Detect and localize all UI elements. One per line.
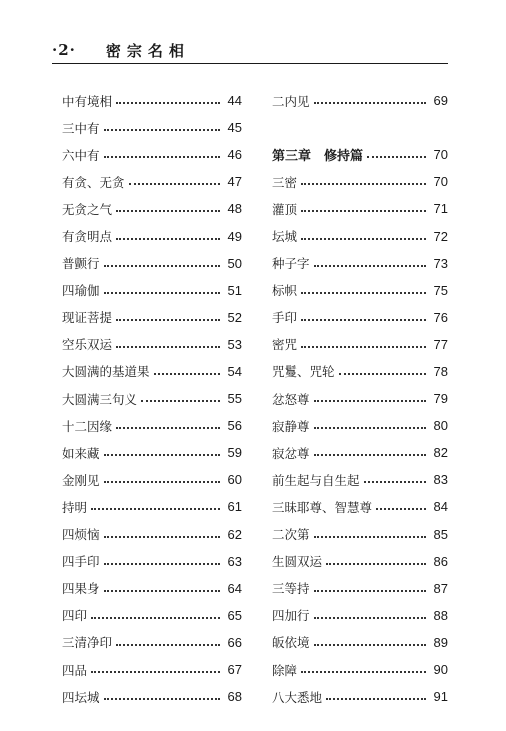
toc-entry-page: 76 <box>433 309 448 325</box>
toc-entry-page: 86 <box>433 553 448 569</box>
toc-entry-page: 45 <box>227 120 242 136</box>
toc-dot-leader <box>376 507 426 510</box>
toc-entry <box>272 358 448 385</box>
toc-entry-label: 有贪、无贪 <box>62 174 125 190</box>
toc-entry-label: 如来藏 <box>62 445 100 461</box>
toc-entry-label: 四手印 <box>62 554 100 570</box>
toc-entry-label: 四加行 <box>272 608 310 624</box>
toc-entry <box>62 250 242 277</box>
toc-entry <box>62 304 242 331</box>
toc-dot-leader <box>314 589 426 592</box>
toc-entry-label: 四印 <box>62 608 88 624</box>
toc-entry-label: 金刚见 <box>62 472 100 488</box>
toc-entry-label: 三密 <box>272 174 298 190</box>
toc-dot-leader <box>104 291 220 294</box>
toc-entry-label: 四品 <box>62 662 88 678</box>
toc-right-column <box>272 87 448 710</box>
toc-entry-page: 59 <box>227 445 242 461</box>
toc-entry <box>62 358 242 385</box>
toc-entry <box>62 683 242 710</box>
toc-entry-label: 普颤行 <box>62 256 100 272</box>
toc-dot-leader <box>364 480 426 483</box>
toc-dot-leader <box>91 670 220 673</box>
toc-entry <box>62 385 242 412</box>
toc-entry <box>62 195 242 222</box>
toc-entry-page: 72 <box>433 228 448 244</box>
toc-entry-label: 大圆满的基道果 <box>62 364 150 380</box>
toc-entry <box>272 277 448 304</box>
toc-entry-page: 91 <box>433 689 448 705</box>
toc-dot-leader <box>116 318 220 321</box>
toc-entry <box>272 575 448 602</box>
toc-entry-page: 51 <box>227 282 242 298</box>
toc-entry-page: 85 <box>433 526 448 542</box>
toc-dot-leader <box>104 697 220 700</box>
toc-entry-label: 灌顶 <box>272 201 298 217</box>
toc-entry-page: 83 <box>433 472 448 488</box>
toc-entry-page: 88 <box>433 607 448 623</box>
toc-entry <box>62 521 242 548</box>
toc-entry <box>272 304 448 331</box>
toc-entry <box>62 222 242 249</box>
toc-entry-label: 忿怒尊 <box>272 391 310 407</box>
toc-entry <box>272 548 448 575</box>
toc-dot-leader <box>104 535 220 538</box>
toc-dot-leader <box>367 155 426 158</box>
toc-dot-leader <box>116 209 220 212</box>
toc-entry-label: 空乐双运 <box>62 337 113 353</box>
toc-dot-leader <box>116 643 220 646</box>
toc-entry-label: 除障 <box>272 662 298 678</box>
toc-entry-page: 70 <box>433 174 448 190</box>
toc-dot-leader <box>314 399 426 402</box>
toc-dot-leader <box>301 345 426 348</box>
toc-entry-label: 咒鬘、咒轮 <box>272 364 335 380</box>
toc-entry-label: 三中有 <box>62 120 100 136</box>
toc-dot-leader <box>301 291 426 294</box>
toc-entry <box>62 141 242 168</box>
toc-dot-leader <box>104 589 220 592</box>
toc-entry-label: 生圆双运 <box>272 554 323 570</box>
toc-dot-leader <box>116 237 220 240</box>
toc-entry <box>62 548 242 575</box>
header-rule <box>52 63 448 64</box>
toc-entry-page: 68 <box>227 689 242 705</box>
toc-entry-page: 44 <box>227 93 242 109</box>
toc-entry-page: 70 <box>433 147 448 163</box>
toc-entry-label: 密咒 <box>272 337 298 353</box>
toc-entry <box>272 493 448 520</box>
toc-dot-leader <box>314 426 426 429</box>
toc-entry <box>62 439 242 466</box>
toc-entry <box>62 575 242 602</box>
toc-entry <box>62 466 242 493</box>
toc-dot-leader <box>91 616 220 619</box>
toc-entry <box>62 277 242 304</box>
toc-dot-leader <box>104 128 220 131</box>
toc-entry-page: 89 <box>433 634 448 650</box>
toc-entry <box>272 656 448 683</box>
toc-dot-leader <box>301 209 426 212</box>
toc-entry-label: 三昧耶尊、智慧尊 <box>272 499 373 515</box>
toc-entry-label: 有贪明点 <box>62 229 113 245</box>
toc-entry-page: 56 <box>227 418 242 434</box>
toc-entry-label: 第三章 修持篇 <box>272 149 364 165</box>
toc-entry-label: 二次第 <box>272 527 310 543</box>
header-book-title: 密宗名相 <box>105 41 190 60</box>
toc-entry <box>272 168 448 195</box>
toc-dot-leader <box>91 507 220 510</box>
toc-entry-page: 71 <box>433 201 448 217</box>
toc-entry <box>272 521 448 548</box>
toc-entry-label: 无贪之气 <box>62 201 113 217</box>
toc-entry <box>272 385 448 412</box>
toc-entry <box>62 114 242 141</box>
toc-entry <box>62 493 242 520</box>
toc-entry-page: 53 <box>227 336 242 352</box>
toc-dot-leader <box>104 264 220 267</box>
toc-entry-label: 四坛城 <box>62 689 100 705</box>
toc-entry-label: 手印 <box>272 310 298 326</box>
toc-entry-page: 48 <box>227 201 242 217</box>
toc-dot-leader <box>301 182 426 185</box>
toc-entry-label: 四果身 <box>62 581 100 597</box>
toc-entry <box>62 656 242 683</box>
toc-entry-label: 大圆满三句义 <box>62 391 138 407</box>
toc-entry <box>272 629 448 656</box>
toc-dot-leader <box>104 562 220 565</box>
toc-entry <box>62 629 242 656</box>
toc-entry <box>272 222 448 249</box>
toc-dot-leader <box>326 697 426 700</box>
toc-entry <box>272 439 448 466</box>
toc-entry-label: 十二因缘 <box>62 418 113 434</box>
toc-entry-label: 二内见 <box>272 93 310 109</box>
toc-entry-label: 前生起与自生起 <box>272 472 360 488</box>
toc-entry-page: 50 <box>227 255 242 271</box>
toc-entry <box>272 331 448 358</box>
toc-entry-label: 四烦恼 <box>62 527 100 543</box>
toc-dot-leader <box>141 399 220 402</box>
toc-entry-label: 六中有 <box>62 147 100 163</box>
toc-entry-page: 77 <box>433 336 448 352</box>
toc-entry-page: 65 <box>227 607 242 623</box>
toc-entry <box>62 602 242 629</box>
toc-entry-page: 61 <box>227 499 242 515</box>
toc-dot-leader <box>129 182 220 185</box>
toc-dot-leader <box>116 426 220 429</box>
toc-entry-page: 84 <box>433 499 448 515</box>
toc-entry-label: 三等持 <box>272 581 310 597</box>
toc-entry-label: 坛城 <box>272 229 298 245</box>
toc-entry-label: 标帜 <box>272 283 298 299</box>
toc-entry <box>272 412 448 439</box>
header-page-number: ·2· <box>52 41 76 59</box>
toc-entry-page: 73 <box>433 255 448 271</box>
toc-dot-leader <box>154 372 220 375</box>
toc-entry <box>272 466 448 493</box>
toc-dot-leader <box>301 237 426 240</box>
toc-entry <box>62 331 242 358</box>
toc-left-column <box>62 87 242 710</box>
toc-entry-label: 皈依境 <box>272 635 310 651</box>
toc-entry <box>62 412 242 439</box>
toc-entry-page: 75 <box>433 282 448 298</box>
toc-entry-label: 四瑜伽 <box>62 283 100 299</box>
toc-chapter-heading <box>272 141 448 168</box>
toc-entry-page: 63 <box>227 553 242 569</box>
toc-entry <box>272 87 448 114</box>
toc-entry-label: 种子字 <box>272 256 310 272</box>
toc-entry-page: 80 <box>433 418 448 434</box>
toc-dot-leader <box>314 616 426 619</box>
toc-entry <box>62 87 242 114</box>
toc-dot-leader <box>326 562 426 565</box>
toc-dot-leader <box>301 318 426 321</box>
toc-entry-page: 54 <box>227 363 242 379</box>
toc-dot-leader <box>301 670 426 673</box>
toc-entry-page: 49 <box>227 228 242 244</box>
toc-dot-leader <box>314 535 426 538</box>
toc-entry <box>62 168 242 195</box>
toc-entry-page: 55 <box>227 391 242 407</box>
toc-dot-leader <box>104 155 220 158</box>
toc-dot-leader <box>116 345 220 348</box>
page-header <box>52 38 452 62</box>
toc-entry-page: 90 <box>433 662 448 678</box>
toc-entry-page: 47 <box>227 174 242 190</box>
toc-entry-page: 67 <box>227 662 242 678</box>
toc-entry-label: 八大悉地 <box>272 689 323 705</box>
toc-entry-page: 78 <box>433 363 448 379</box>
toc-entry-page: 66 <box>227 634 242 650</box>
toc-entry-page: 46 <box>227 147 242 163</box>
toc-dot-leader <box>104 480 220 483</box>
toc-entry-page: 82 <box>433 445 448 461</box>
toc-entry <box>272 250 448 277</box>
toc-entry-page: 62 <box>227 526 242 542</box>
toc-entry-label: 寂忿尊 <box>272 445 310 461</box>
toc-dot-leader <box>116 101 220 104</box>
toc-entry-label: 寂静尊 <box>272 418 310 434</box>
toc-entry-label: 中有境相 <box>62 93 113 109</box>
toc-entry-page: 60 <box>227 472 242 488</box>
toc-entry-label: 三清净印 <box>62 635 113 651</box>
toc-entry-page: 87 <box>433 580 448 596</box>
toc-dot-leader <box>314 643 426 646</box>
toc-entry <box>272 683 448 710</box>
toc-entry <box>272 195 448 222</box>
toc-dot-leader <box>314 453 426 456</box>
toc-entry-label: 现证菩提 <box>62 310 113 326</box>
toc-entry-page: 79 <box>433 391 448 407</box>
toc-entry-label: 持明 <box>62 499 88 515</box>
toc-entry-page: 52 <box>227 309 242 325</box>
toc-dot-leader <box>104 453 220 456</box>
toc-dot-leader <box>314 264 426 267</box>
toc-entry-page: 64 <box>227 580 242 596</box>
toc-dot-leader <box>314 101 426 104</box>
toc-entry <box>272 602 448 629</box>
toc-dot-leader <box>339 372 426 375</box>
toc-entry-page: 69 <box>433 93 448 109</box>
